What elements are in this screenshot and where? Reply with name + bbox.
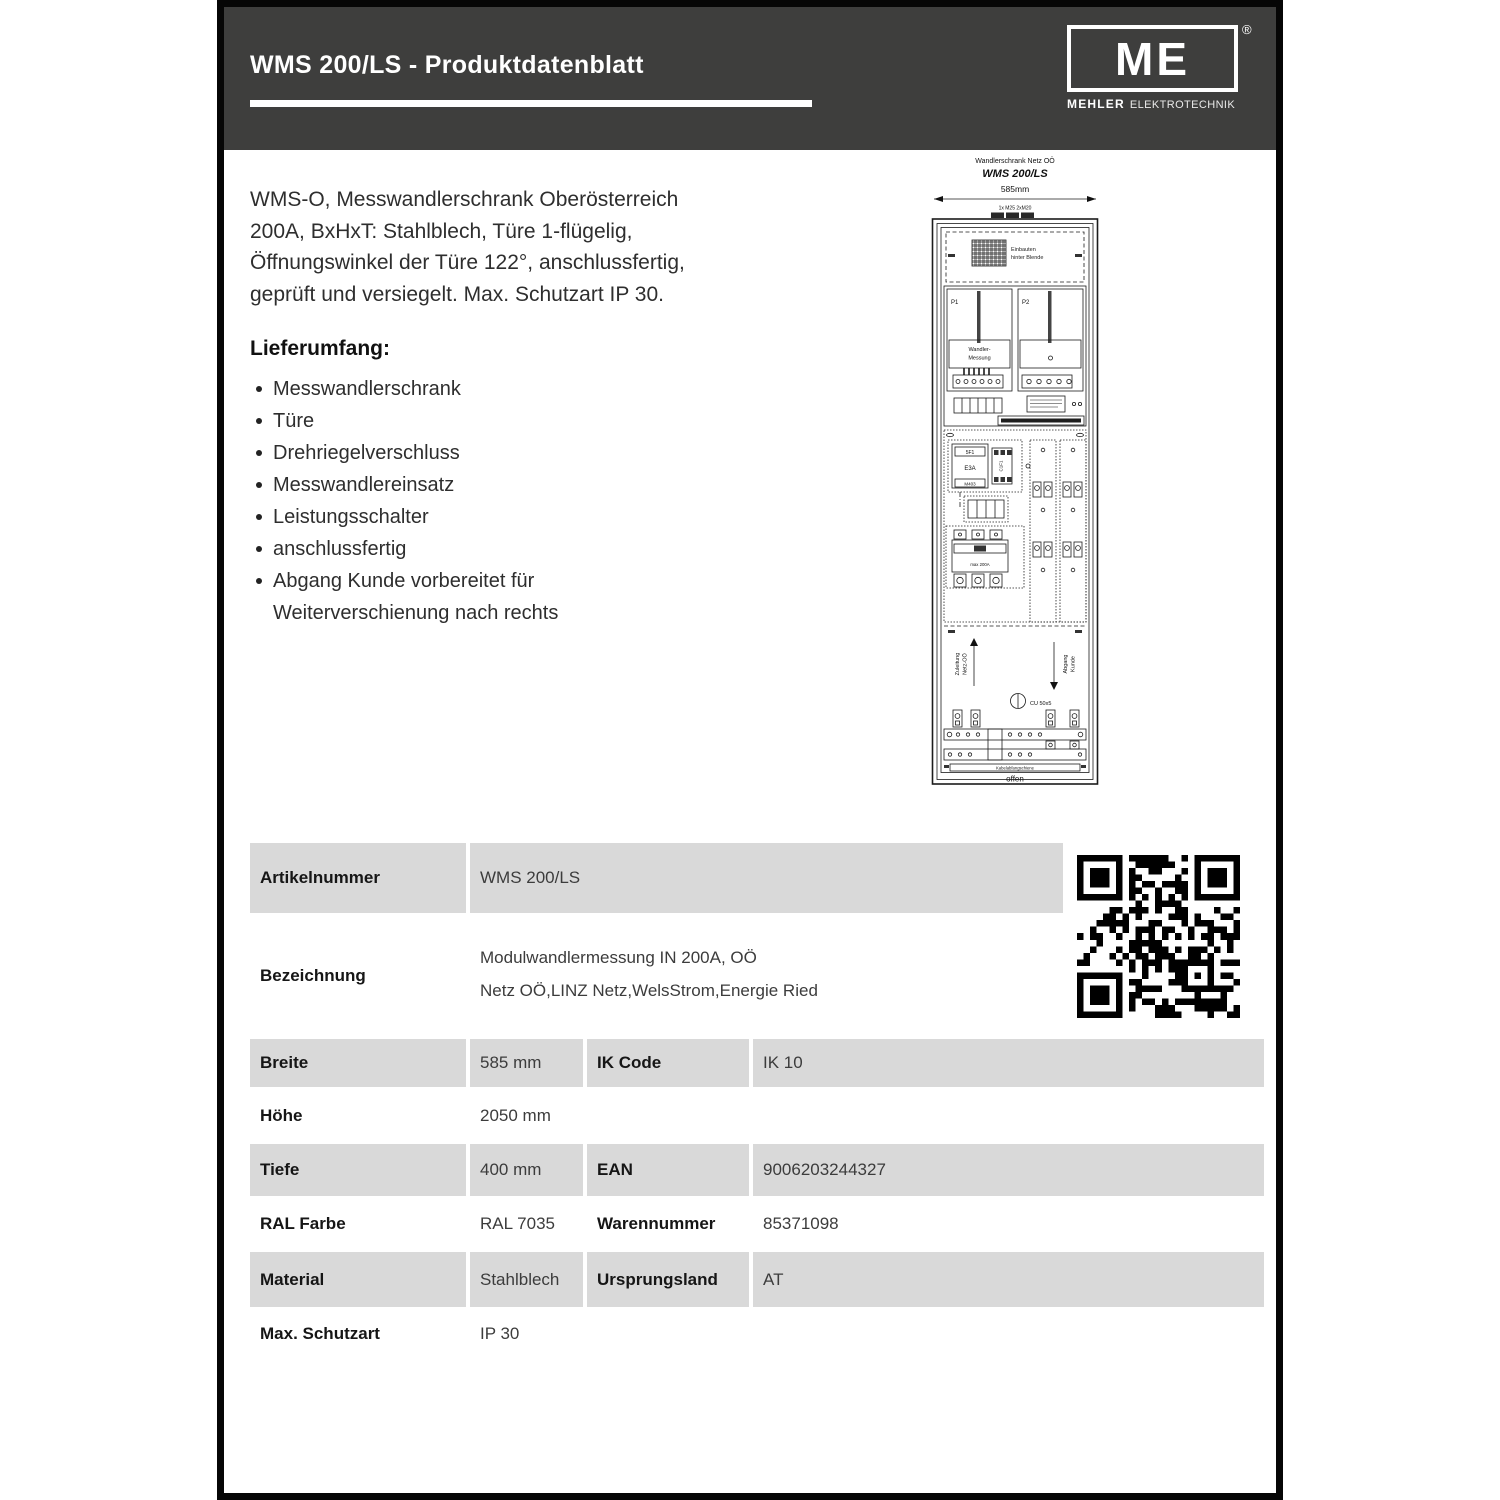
meter-label: Messung [968,355,991,362]
feed-label: Netz-OÖ [962,653,969,675]
delivery-heading: Lieferumfang: [250,337,391,360]
dimension-arrow-left-icon [934,196,943,202]
table-row [250,1039,1264,1087]
list-item: anschlussfertig [250,533,618,565]
bullet-icon [256,514,262,520]
spec-value-ean: 9006203244327 [753,1144,1264,1196]
diagram-title: Wandlerschrank Netz OÖ [975,158,1055,165]
table-row [250,1144,1264,1196]
spec-label-bezeichnung: Bezeichnung [260,966,366,985]
dimension-arrow-right-icon [1087,196,1096,202]
list-item: Türe [250,405,618,437]
spec-label-ean: EAN [587,1144,749,1196]
feed-label: Zuleitung [955,652,961,676]
fuse-rating-label: E3A [964,466,976,472]
product-description [250,184,750,310]
meter-label: Wandler- [968,347,991,353]
spec-value-ursprungsland: AT [753,1252,1264,1307]
spec-label-ral-farbe: RAL Farbe [260,1214,346,1233]
qr-code [1077,855,1240,1018]
list-item: Messwandlereinsatz [250,469,618,501]
cabinet-technical-drawing [930,152,1100,792]
description-line: WMS-O, Messwandlerschrank Oberösterreich [250,188,679,211]
delivery-list [250,373,618,629]
list-item: Abgang Kunde vorbereitet für Weiterverschienung nach rechts [250,565,618,629]
spec-label-ik-code: IK Code [587,1039,749,1087]
diagram-model: WMS 200/LS [982,168,1048,180]
busbar-label: CU 50x5 [1030,701,1052,707]
outgoing-label: Kunde [1070,656,1077,672]
bullet-icon [256,482,262,488]
spec-value-material: Stahlblech [470,1252,583,1307]
cable-rail-label: Kabelabfangschiene [996,765,1034,771]
bullet-icon [256,418,262,424]
outgoing-label: Abgang [1063,654,1069,674]
bullet-icon [256,578,262,584]
door-state-label: offen [1006,774,1024,784]
spec-value-breite: 585 mm [470,1039,583,1087]
list-item: Leistungsschalter [250,501,618,533]
spec-value-ik-code: IK 10 [753,1039,1264,1087]
einbauten-label: hinter Blende [1011,255,1044,261]
spec-label-max-schutzart: Max. Schutzart [260,1324,380,1343]
list-item: Drehriegelverschluss [250,437,618,469]
spec-value-artikelnummer: WMS 200/LS [470,843,1063,913]
bullet-icon [256,546,262,552]
spec-value-warennummer: 85371098 [763,1214,839,1233]
table-row [250,1252,1264,1307]
list-item: Messwandlerschrank [250,373,618,405]
registered-trademark-icon: ® [1242,22,1252,37]
meter-field-p1-label: P1 [951,300,959,306]
table-row [250,843,1063,913]
table-row [250,1307,1264,1361]
bullet-icon [256,386,262,392]
spec-value-ral-farbe: RAL 7035 [480,1214,555,1233]
spec-label-hoehe: Höhe [260,1105,303,1125]
spec-label-warennummer: Warennummer [597,1214,716,1233]
einbauten-label: Einbauten [1011,247,1036,253]
spec-label-ursprungsland: Ursprungsland [587,1252,749,1307]
brand-name-light: ELEKTROTECHNIK [1129,99,1236,111]
logo-monogram: ME [1115,32,1190,85]
page-title: WMS 200/LS - Produktdatenblatt [250,51,644,79]
bezeichnung-line: Netz OÖ,LINZ Netz,WelsStrom,Energie Ried [480,981,818,1000]
spec-label-tiefe: Tiefe [250,1144,466,1196]
company-logo [1067,25,1238,92]
feed-arrow-icon [970,638,978,686]
mccb-rating-label: max 200A [970,562,990,567]
diagram-width-dimension: 585mm [1000,184,1030,194]
outgoing-arrow-icon [1050,642,1058,690]
fuse-label: 5F1 [965,450,975,456]
spec-value-hoehe: 2050 mm [480,1105,551,1125]
spec-value-max-schutzart: IP 30 [480,1324,520,1343]
brand-name-bold: MEHLER [1067,97,1125,111]
bullet-icon [256,450,262,456]
description-line: geprüft und versiegelt. Max. Schutzart IP 30. [250,282,665,306]
meter-field-p2-label: P2 [1022,300,1030,306]
gland-label: 1x M25 2xM20 [998,205,1032,212]
brand-name [1067,97,1277,111]
hatched-panel [972,240,1006,266]
datasheet-page [217,0,1283,1500]
header-band [224,7,1276,150]
spec-label-artikelnummer: Artikelnummer [250,843,466,913]
spec-label-breite: Breite [250,1039,466,1087]
title-underline [250,100,812,107]
description-line: Öffnungswinkel der Türe 122°, anschlussfertig, [250,251,685,274]
table-row [250,1087,1264,1144]
bezeichnung-line: Modulwandlermessung IN 200A, OÖ [480,948,757,967]
spec-label-material: Material [250,1252,466,1307]
table-row [250,1196,1264,1252]
description-line: 200A, BxHxT: Stahlblech, Türe 1-flügelig, [250,219,633,243]
breaker-side-label: C1F1 [998,460,1004,472]
fuse-type-label: M403 [964,481,976,487]
spec-value-tiefe: 400 mm [470,1144,583,1196]
